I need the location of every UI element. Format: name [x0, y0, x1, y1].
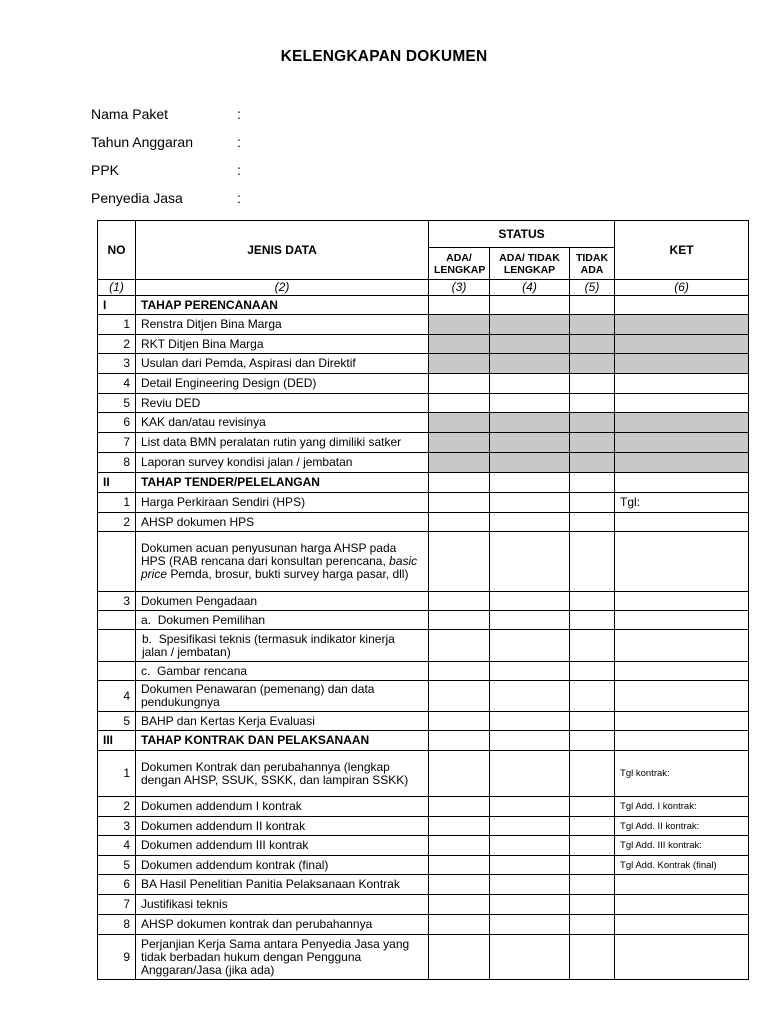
header-tidak-ada: TIDAK ADA: [570, 248, 615, 280]
table-row: [98, 374, 749, 394]
table-row: [98, 413, 749, 433]
meta-penyedia-jasa: [91, 190, 241, 206]
meta-separator: :: [237, 162, 241, 178]
row-number: 8: [98, 915, 136, 935]
ket-cell[interactable]: [615, 315, 749, 335]
status-cell[interactable]: [429, 513, 490, 532]
ket-cell[interactable]: [615, 915, 749, 935]
status-cell[interactable]: [490, 895, 570, 915]
table-row: [98, 513, 749, 532]
ket-cell[interactable]: Tgl:: [615, 493, 749, 513]
row-label: [136, 532, 429, 592]
row-label: Renstra Ditjen Bina Marga: [136, 315, 429, 335]
ket-cell[interactable]: Tgl Add. Kontrak (final): [615, 856, 749, 875]
document-checklist-table: [97, 220, 749, 980]
status-cell[interactable]: [490, 493, 570, 513]
status-cell[interactable]: [429, 473, 490, 493]
row-number: 1: [98, 493, 136, 513]
table-row: [98, 836, 749, 856]
header-ket: KET: [615, 221, 749, 280]
table-row: [98, 532, 749, 592]
row-number: 5: [98, 394, 136, 413]
status-cell[interactable]: [570, 662, 615, 681]
row-label: Usulan dari Pemda, Aspirasi dan Direktif: [136, 354, 429, 374]
status-cell[interactable]: [490, 394, 570, 413]
status-cell[interactable]: [429, 433, 490, 453]
status-cell[interactable]: [570, 817, 615, 836]
status-cell[interactable]: [490, 630, 570, 662]
status-cell[interactable]: [429, 493, 490, 513]
status-cell[interactable]: [570, 611, 615, 630]
table-row: [98, 611, 749, 630]
row-number: 6: [98, 413, 136, 433]
status-cell[interactable]: [570, 895, 615, 915]
row-number: 1: [98, 315, 136, 335]
table-row: [98, 681, 749, 712]
status-cell[interactable]: [570, 394, 615, 413]
status-cell[interactable]: [429, 731, 490, 751]
page-title: KELENGKAPAN DOKUMEN: [280, 48, 488, 65]
status-cell[interactable]: [490, 354, 570, 374]
status-cell[interactable]: [570, 935, 615, 980]
row-label-text: Gambar rencana: [157, 663, 248, 678]
status-cell[interactable]: [570, 296, 615, 315]
status-cell[interactable]: [429, 915, 490, 935]
row-number: 9: [98, 935, 136, 980]
status-cell[interactable]: [490, 731, 570, 751]
table-row: [98, 935, 749, 980]
status-cell[interactable]: [490, 433, 570, 453]
status-cell[interactable]: [429, 374, 490, 394]
table-row: [98, 630, 749, 662]
ket-cell[interactable]: Tgl Add. II kontrak:: [615, 817, 749, 836]
status-cell[interactable]: [490, 856, 570, 875]
status-cell[interactable]: [490, 315, 570, 335]
status-cell[interactable]: [570, 712, 615, 731]
row-number: 7: [98, 895, 136, 915]
table-row: [98, 315, 749, 335]
status-cell[interactable]: [490, 817, 570, 836]
row-number: 8: [98, 453, 136, 473]
row-number: 2: [98, 797, 136, 817]
ket-cell[interactable]: [615, 374, 749, 394]
row-label: AHSP dokumen HPS: [136, 513, 429, 532]
status-cell[interactable]: [429, 413, 490, 433]
ket-cell[interactable]: [615, 630, 749, 662]
section-title: TAHAP TENDER/PELELANGAN: [136, 473, 429, 493]
row-label-part: Pemda, brosur, bukti survey harga pasar, dll): [167, 567, 409, 581]
status-cell[interactable]: [570, 354, 615, 374]
column-index: (4): [490, 280, 570, 296]
row-label: [136, 662, 429, 681]
column-index: (6): [615, 280, 749, 296]
table-row: [98, 394, 749, 413]
status-cell[interactable]: [429, 856, 490, 875]
status-cell[interactable]: [429, 681, 490, 712]
row-label-italic: basic price: [141, 554, 418, 581]
column-index-row: [98, 280, 749, 296]
row-label: AHSP dokumen kontrak dan perubahannya: [136, 915, 429, 935]
section-title: TAHAP PERENCANAAN: [136, 296, 429, 315]
meta-tahun-anggaran: [91, 134, 241, 150]
status-cell[interactable]: [429, 354, 490, 374]
row-number: 6: [98, 875, 136, 895]
status-cell[interactable]: [490, 797, 570, 817]
status-cell[interactable]: [570, 836, 615, 856]
header-ada-lengkap: ADA/ LENGKAP: [429, 248, 490, 280]
status-cell[interactable]: [570, 413, 615, 433]
status-cell[interactable]: [429, 453, 490, 473]
status-cell[interactable]: [429, 335, 490, 354]
ket-cell[interactable]: [615, 611, 749, 630]
header-no: NO: [98, 221, 136, 280]
meta-label: PPK: [91, 162, 120, 178]
section-row: [98, 473, 749, 493]
status-cell[interactable]: [490, 662, 570, 681]
status-cell[interactable]: [490, 935, 570, 980]
status-cell[interactable]: [429, 797, 490, 817]
list-marker: b.: [142, 631, 153, 646]
status-cell[interactable]: [429, 532, 490, 592]
ket-cell[interactable]: [615, 473, 749, 493]
ket-cell[interactable]: [615, 354, 749, 374]
status-cell[interactable]: [490, 712, 570, 731]
status-cell[interactable]: [429, 611, 490, 630]
row-number: 4: [98, 681, 136, 712]
table-row: [98, 493, 749, 513]
ket-cell[interactable]: Tgl Add. I kontrak:: [615, 797, 749, 817]
row-label: Perjanjian Kerja Sama antara Penyedia Jasa yang tidak berbadan hukum dengan Pengguna Anggaran/Jasa (jika ada): [136, 935, 429, 980]
row-number: 3: [98, 354, 136, 374]
row-label: Justifikasi teknis: [136, 895, 429, 915]
table-row: [98, 433, 749, 453]
header-ada-tidak-lengkap: ADA/ TIDAK LENGKAP: [490, 248, 570, 280]
ket-cell[interactable]: [615, 662, 749, 681]
row-label: Dokumen Penawaran (pemenang) dan data pendukungnya: [136, 681, 429, 712]
status-cell[interactable]: [570, 731, 615, 751]
row-label: Harga Perkiraan Sendiri (HPS): [136, 493, 429, 513]
row-number: 3: [98, 592, 136, 611]
row-label-text: Dokumen Pemilihan: [157, 612, 266, 627]
row-number: [98, 630, 136, 662]
status-cell[interactable]: [429, 394, 490, 413]
row-label: Detail Engineering Design (DED): [136, 374, 429, 394]
status-cell[interactable]: [490, 611, 570, 630]
header-jenis-data: JENIS DATA: [136, 221, 429, 280]
column-index: (2): [136, 280, 429, 296]
status-cell[interactable]: [570, 335, 615, 354]
status-cell[interactable]: [490, 681, 570, 712]
row-number: [98, 532, 136, 592]
table-row: [98, 592, 749, 611]
table-row: [98, 817, 749, 836]
status-cell[interactable]: [570, 513, 615, 532]
row-label: Reviu DED: [136, 394, 429, 413]
column-index: (5): [570, 280, 615, 296]
ket-cell[interactable]: [615, 875, 749, 895]
ket-cell[interactable]: [615, 532, 749, 592]
row-number: 2: [98, 335, 136, 354]
ket-cell[interactable]: [615, 712, 749, 731]
status-cell[interactable]: [429, 630, 490, 662]
status-cell[interactable]: [429, 592, 490, 611]
row-label: Dokumen addendum kontrak (final): [136, 856, 429, 875]
table-row: [98, 453, 749, 473]
status-cell[interactable]: [570, 493, 615, 513]
status-cell[interactable]: [570, 592, 615, 611]
status-cell[interactable]: [570, 856, 615, 875]
ket-cell[interactable]: [615, 296, 749, 315]
row-number: 1: [98, 751, 136, 797]
row-label: Dokumen addendum II kontrak: [136, 817, 429, 836]
row-label: BA Hasil Penelitian Panitia Pelaksanaan Kontrak: [136, 875, 429, 895]
row-label: [136, 630, 429, 662]
status-cell[interactable]: [570, 751, 615, 797]
row-number: 7: [98, 433, 136, 453]
status-cell[interactable]: [490, 915, 570, 935]
table-row: [98, 895, 749, 915]
table-row: [98, 915, 749, 935]
row-number: 5: [98, 856, 136, 875]
header-status: STATUS: [429, 221, 615, 248]
meta-label: Penyedia Jasa: [91, 190, 183, 206]
row-label: List data BMN peralatan rutin yang dimiliki satker: [136, 433, 429, 453]
row-label: Dokumen addendum III kontrak: [136, 836, 429, 856]
status-cell[interactable]: [490, 296, 570, 315]
status-cell[interactable]: [570, 532, 615, 592]
ket-cell[interactable]: [615, 681, 749, 712]
meta-label: Nama Paket: [91, 106, 169, 122]
status-cell[interactable]: [429, 712, 490, 731]
row-label: [136, 611, 429, 630]
status-cell[interactable]: [429, 662, 490, 681]
ket-cell[interactable]: Tgl kontrak:: [615, 751, 749, 797]
row-number: 2: [98, 513, 136, 532]
ket-cell[interactable]: [615, 433, 749, 453]
table-row: [98, 662, 749, 681]
status-cell[interactable]: [429, 315, 490, 335]
status-cell[interactable]: [490, 836, 570, 856]
row-label: BAHP dan Kertas Kerja Evaluasi: [136, 712, 429, 731]
status-cell[interactable]: [429, 935, 490, 980]
status-cell[interactable]: [570, 915, 615, 935]
status-cell[interactable]: [570, 797, 615, 817]
table-row: [98, 354, 749, 374]
row-label: Dokumen Pengadaan: [136, 592, 429, 611]
status-cell[interactable]: [570, 315, 615, 335]
section-number: I: [98, 296, 136, 315]
row-label: Dokumen addendum I kontrak: [136, 797, 429, 817]
section-row: [98, 731, 749, 751]
ket-cell[interactable]: [615, 513, 749, 532]
ket-cell[interactable]: [615, 453, 749, 473]
table-row: [98, 856, 749, 875]
status-cell[interactable]: [490, 374, 570, 394]
section-number: II: [98, 473, 136, 493]
status-cell[interactable]: [490, 592, 570, 611]
status-cell[interactable]: [429, 836, 490, 856]
ket-cell[interactable]: [615, 731, 749, 751]
status-cell[interactable]: [429, 875, 490, 895]
table-row: [98, 335, 749, 354]
ket-cell[interactable]: [615, 394, 749, 413]
section-row: [98, 296, 749, 315]
row-label: RKT Ditjen Bina Marga: [136, 335, 429, 354]
list-marker: c.: [141, 663, 151, 678]
status-cell[interactable]: [490, 751, 570, 797]
status-cell[interactable]: [429, 895, 490, 915]
table-row: [98, 797, 749, 817]
meta-nama-paket: [91, 106, 241, 122]
status-cell[interactable]: [490, 473, 570, 493]
status-cell[interactable]: [570, 875, 615, 895]
row-number: [98, 662, 136, 681]
status-cell[interactable]: [490, 532, 570, 592]
status-cell[interactable]: [429, 296, 490, 315]
ket-cell[interactable]: [615, 413, 749, 433]
status-cell[interactable]: [490, 335, 570, 354]
section-title: TAHAP KONTRAK DAN PELAKSANAAN: [136, 731, 429, 751]
status-cell[interactable]: [429, 817, 490, 836]
column-index: (1): [98, 280, 136, 296]
meta-separator: :: [237, 190, 241, 206]
row-label: Dokumen Kontrak dan perubahannya (lengkap dengan AHSP, SSUK, SSKK, dan lampiran SSKK): [136, 751, 429, 797]
list-marker: a.: [141, 612, 152, 627]
row-number: 5: [98, 712, 136, 731]
status-cell[interactable]: [570, 473, 615, 493]
row-number: [98, 611, 136, 630]
row-label-part: Dokumen acuan penyusunan harga AHSP pada HPS (RAB rencana dari konsultan perencana,: [141, 541, 397, 568]
section-number: III: [98, 731, 136, 751]
status-cell[interactable]: [429, 751, 490, 797]
meta-label: Tahun Anggaran: [91, 134, 193, 150]
status-cell[interactable]: [570, 630, 615, 662]
status-cell[interactable]: [570, 453, 615, 473]
status-cell[interactable]: [490, 513, 570, 532]
status-cell[interactable]: [490, 453, 570, 473]
table-row: [98, 751, 749, 797]
meta-ppk: [91, 162, 241, 178]
status-cell[interactable]: [570, 681, 615, 712]
ket-cell[interactable]: Tgl Add. III kontrak:: [615, 836, 749, 856]
row-label: KAK dan/atau revisinya: [136, 413, 429, 433]
ket-cell[interactable]: [615, 592, 749, 611]
ket-cell[interactable]: [615, 935, 749, 980]
ket-cell[interactable]: [615, 335, 749, 354]
status-cell[interactable]: [570, 374, 615, 394]
meta-separator: :: [237, 106, 241, 122]
row-label: Laporan survey kondisi jalan / jembatan: [136, 453, 429, 473]
ket-cell[interactable]: [615, 895, 749, 915]
row-number: 4: [98, 836, 136, 856]
status-cell[interactable]: [490, 875, 570, 895]
status-cell[interactable]: [490, 413, 570, 433]
table-row: [98, 712, 749, 731]
table-row: [98, 875, 749, 895]
meta-separator: :: [237, 134, 241, 150]
row-number: 3: [98, 817, 136, 836]
row-label-text: Spesifikasi teknis (termasuk indikator kinerja jalan / jembatan): [142, 631, 395, 659]
column-index: (3): [429, 280, 490, 296]
status-cell[interactable]: [570, 433, 615, 453]
row-number: 4: [98, 374, 136, 394]
